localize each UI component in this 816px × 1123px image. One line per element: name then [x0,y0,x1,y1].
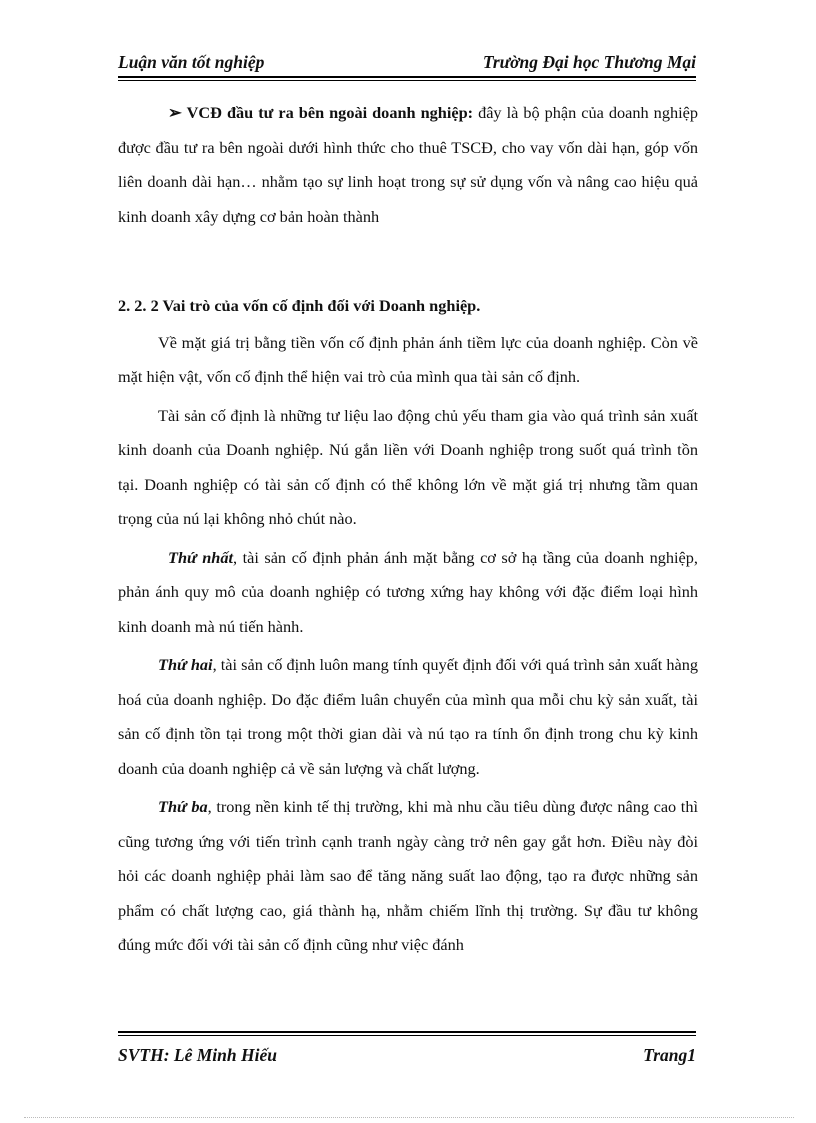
bullet-paragraph [118,96,698,234]
paragraph-second [118,648,698,786]
page-edge-divider [24,1117,794,1118]
page-header [118,50,696,78]
section-heading: 2. 2. 2 Vai trò của vốn cố định đối với Doanh nghiệp. [118,296,481,315]
first-text: , tài sản cố định phản ánh mặt bằng cơ sở hạ tầng của doanh nghiệp, phản ánh quy mô của doanh nghiệp có tương xứng hay không với đặc điểm loại hình kinh doanh mà nú tiến hành. [118,547,698,636]
document-body [118,96,698,963]
header-university: Trường Đại học Thương Mại [482,52,696,72]
paragraph-third [118,790,698,963]
header-rule-thin [118,80,696,81]
paragraph-2: Tài sản cố định là những tư liệu lao động chủ yếu tham gia vào quá trình sản xuất kinh doanh của Doanh nghiệp. Nú gắn liền với Doanh nghiệp trong suốt quá trình tồn tại. Doanh nghiệp có tài sản cố định có thể không lớn về mặt giá trị nhưng tầm quan trọng của nú lại không nhỏ chút nào. [118,405,698,528]
second-text: , tài sản cố định luôn mang tính quyết định đối với quá trình sản xuất hàng hoá của doanh nghiệp. Do đặc điểm luân chuyển của mình qua mỗi chu kỳ sản xuất, tài sản cố định tồn tại trong một thời gian dài và nú tạo ra tính ổn định trong chu kỳ kinh doanh của doanh nghiệp cả về sản lượng và chất lượng. [118,655,699,778]
bullet-title: VCĐ đầu tư ra bên ngoài doanh nghiệp: [186,103,474,122]
footer-author: SVTH: Lê Minh Hiếu [118,1045,277,1065]
footer-rule [118,1031,696,1033]
footer-rule-thin [118,1035,696,1036]
paragraph-first [118,541,698,645]
third-label: Thứ ba [158,797,208,816]
first-label: Thứ nhất [168,547,234,567]
arrow-bullet-icon: ➢ [168,103,182,122]
header-rule [118,76,696,78]
second-label: Thứ hai [158,655,213,674]
footer-page-number: Trang1 [643,1045,696,1065]
header-thesis-title: Luận văn tốt nghiệp [118,52,265,72]
paragraph-1: Về mặt giá trị bằng tiền vốn cố định phản ánh tiềm lực của doanh nghiệp. Còn về mặt hiện vật, vốn cố định thể hiện vai trò của mình qua tài sản cố định. [118,332,698,386]
third-text: , trong nền kinh tế thị trường, khi mà nhu cầu tiêu dùng được nâng cao thì cũng tương ứng với tiến trình cạnh tranh ngày càng trở nên gay gắt hơn. Điều này đòi hỏi các doanh nghiệp phải làm sao để tăng năng suất lao động, tạo ra được những sản phẩm có chất lượng cao, giá thành hạ, nhằm chiếm lĩnh thị trường. Sự đầu tư không đúng mức đối với tài sản cố định cũng như việc đánh [118,797,698,954]
bullet-text: đây là bộ phận của doanh nghiệp được đầu tư ra bên ngoài dưới hình thức cho thuê TSCĐ, cho vay vốn dài hạn, góp vốn liên doanh dài hạn… nhằm tạo sự linh hoạt trong sự sử dụng vốn và nâng cao hiệu quả kinh doanh xây dựng cơ bản hoàn thành [118,103,698,226]
